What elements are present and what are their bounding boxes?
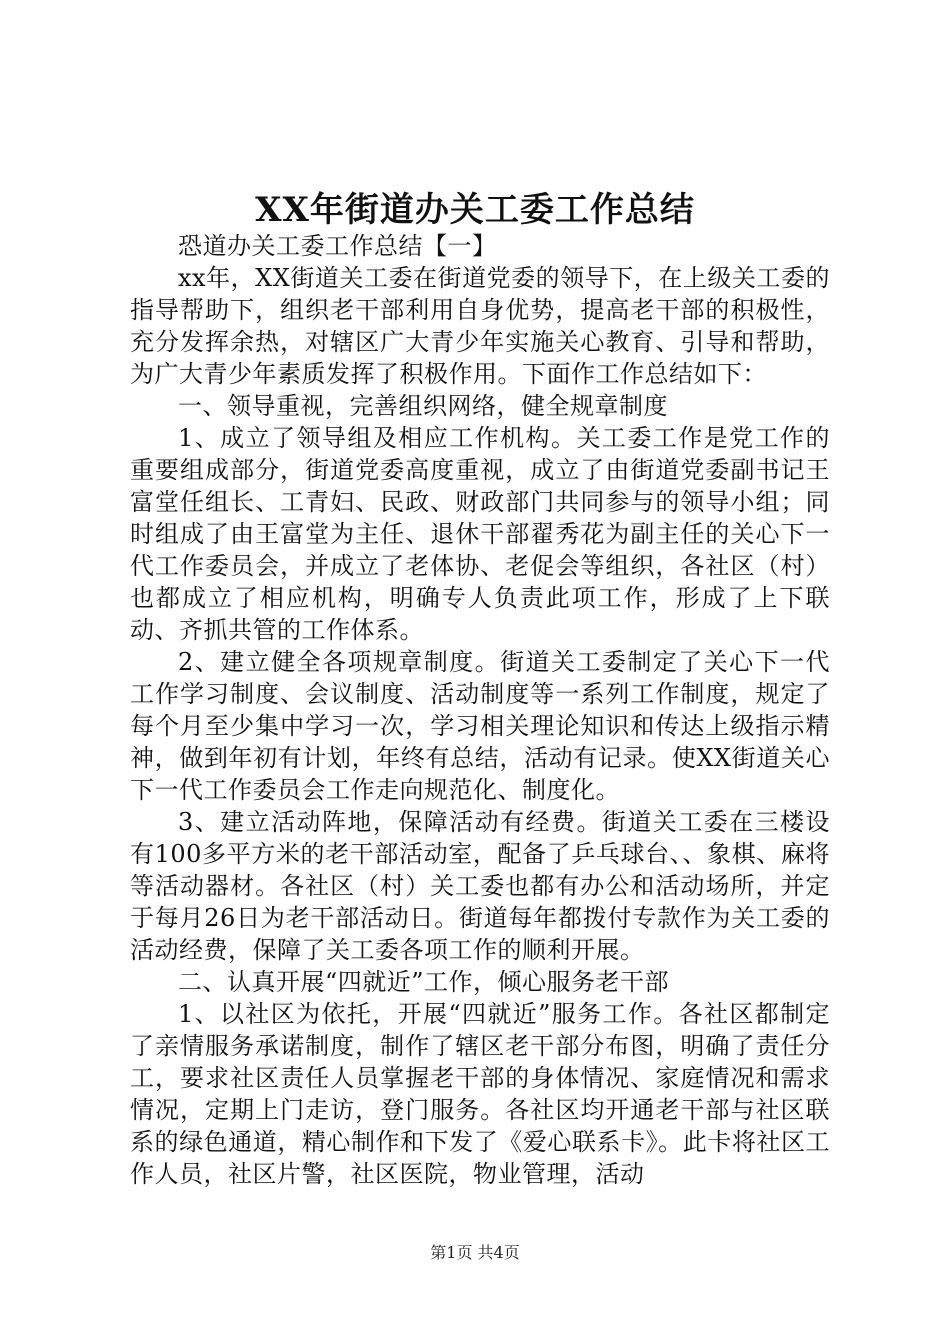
body-paragraph: 1、以社区为依托，开展“四就近”服务工作。各社区都制定了亲情服务承诺制度，制作了辖区老干部分布图，明确了责任分工，要求社区责任人员掌握老干部的身体情况、家庭情况和需求情况，定期上门走访，登门服务。各社区均开通老干部与社区联系的绿色通道，精心制作和下发了《爱心联系卡》。此卡将社区工作人员，社区片警，社区医院，物业管理，活动 [130,1000,830,1188]
subtitle-paragraph: 恐道办关工委工作总结【一】 [178,232,497,260]
document-body [130,230,830,1190]
page-number-footer: 第1页 共4页 [430,1243,520,1262]
body-paragraph: 3、建立活动阵地，保障活动有经费。街道关工委在三楼设有100多平方米的老干部活动室，配备了乒乓球台、、象棋、麻将等活动器材。各社区（村）关工委也都有办公和活动场所，并定于每月26日为老干部活动日。街道每年都拨付专款作为关工委的活动经费，保障了关工委各项工作的顺利开展。 [130,808,830,964]
intro-paragraph: xx年，XX街道关工委在街道党委的领导下，在上级关工委的指导帮助下，组织老干部利用自身优势，提高老干部的积极性，充分发挥余热，对辖区广大青少年实施关心教育、引导和帮助，为广大青少年素质发挥了积极作用。下面作工作总结如下： [130,264,830,388]
document-title: XX年街道办关工委工作总结 [255,190,695,230]
section-heading-1: 一、领导重视，完善组织网络，健全规章制度 [178,392,668,420]
section-heading-2: 二、认真开展“四就近”工作，倾心服务老干部 [178,968,670,996]
body-paragraph: 1、成立了领导组及相应工作机构。关工委工作是党工作的重要组成部分，街道党委高度重视，成立了由街道党委副书记王富堂任组长、工青妇、民政、财政部门共同参与的领导小组；同时组成了由王富堂为主任、退休干部翟秀花为副主任的关心下一代工作委员会，并成立了老体协、老促会等组织，各社区（村）也都成立了相应机构，明确专人负责此项工作，形成了上下联动、齐抓共管的工作体系。 [130,424,830,644]
body-paragraph: 2、建立健全各项规章制度。街道关工委制定了关心下一代工作学习制度、会议制度、活动制度等一系列工作制度，规定了每个月至少集中学习一次，学习相关理论知识和传达上级指示精神，做到年初有计划，年终有总结，活动有记录。使XX街道关心下一代工作委员会工作走向规范化、制度化。 [130,648,830,804]
